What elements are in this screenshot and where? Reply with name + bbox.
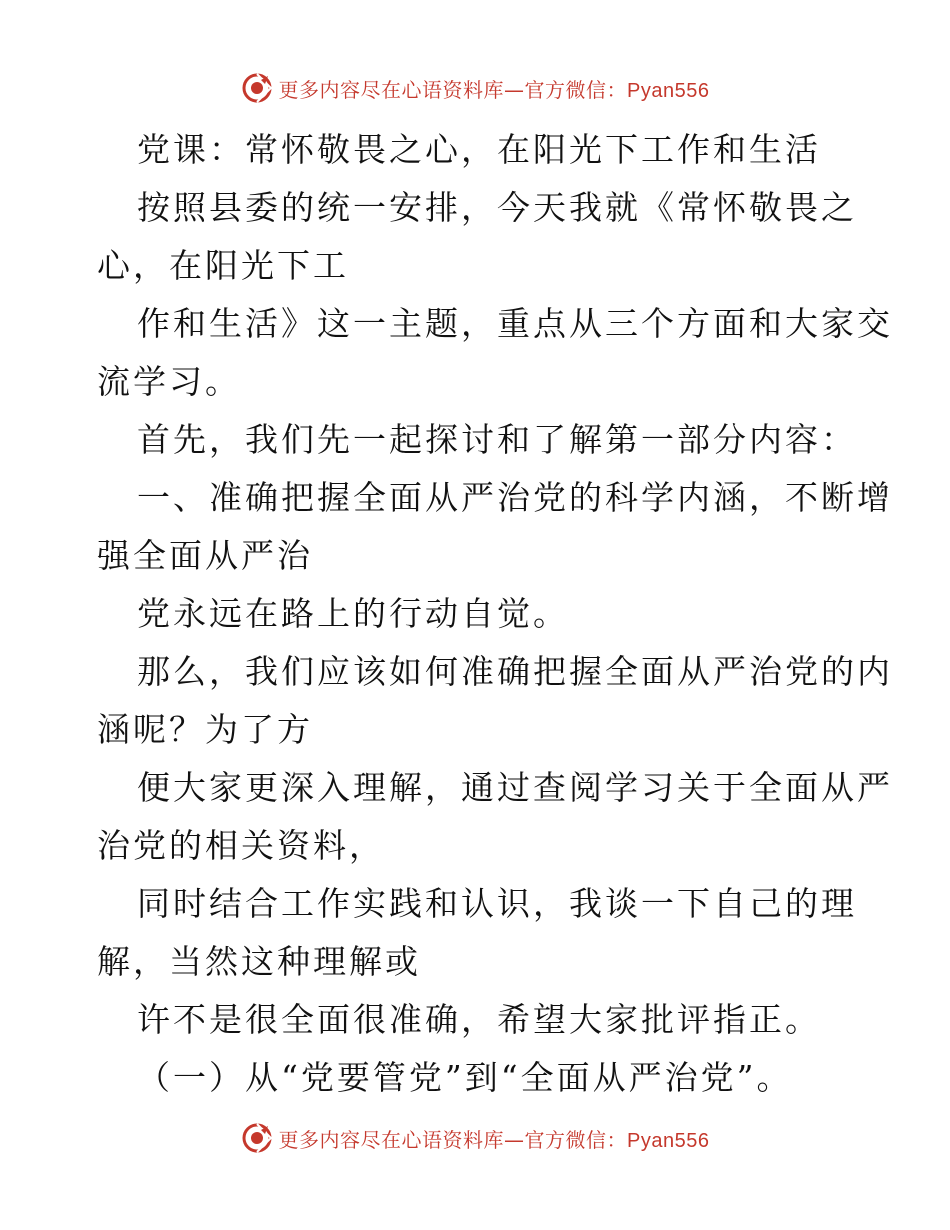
section-heading: 党永远在路上的行动自觉。 <box>137 594 569 633</box>
banner-wechat-label: 官方微信： <box>524 77 628 102</box>
footer-banner <box>0 1118 950 1158</box>
paragraph-line: 流学习。 <box>97 362 241 401</box>
banner-wechat-id: Pyan556 <box>627 1129 710 1152</box>
paragraph-line: 解，当然这种理解或 <box>97 942 421 981</box>
paragraph-line: 许不是很全面很准确，希望大家批评指正。 <box>137 1000 821 1039</box>
paragraph-line: 心，在阳光下工 <box>97 246 349 285</box>
document-title: 党课：常怀敬畏之心，在阳光下工作和生活 <box>137 130 821 169</box>
banner-dash: — <box>504 77 525 102</box>
paragraph-line: 同时结合工作实践和认识，我谈一下自己的理 <box>137 884 857 923</box>
paragraph-line: 首先，我们先一起探讨和了解第一部分内容： <box>137 420 857 459</box>
paragraph-line: 那么，我们应该如何准确把握全面从严治党的内 <box>137 652 893 691</box>
logo-icon <box>241 72 273 104</box>
banner-site-name: 更多内容尽在心语资料库 <box>278 77 505 102</box>
banner-wechat-label: 官方微信： <box>524 1127 628 1152</box>
paragraph-line: 按照县委的统一安排，今天我就《常怀敬畏之 <box>137 188 857 227</box>
section-heading: 强全面从严治 <box>97 536 313 575</box>
section-heading: 一、准确把握全面从严治党的科学内涵，不断增 <box>137 478 893 517</box>
banner-site-name: 更多内容尽在心语资料库 <box>278 1127 505 1152</box>
banner-text <box>279 1124 710 1153</box>
banner-dash: — <box>504 1127 525 1152</box>
header-banner <box>0 68 950 108</box>
logo-icon <box>241 1122 273 1154</box>
banner-wechat-id: Pyan556 <box>627 79 710 102</box>
subsection-heading: （一）从“党要管党”到“全面从严治党”。 <box>137 1058 793 1097</box>
paragraph-line: 涵呢？为了方 <box>97 710 313 749</box>
paragraph-line: 便大家更深入理解，通过查阅学习关于全面从严 <box>137 768 893 807</box>
paragraph-line: 作和生活》这一主题，重点从三个方面和大家交 <box>137 304 893 343</box>
paragraph-line: 治党的相关资料， <box>97 826 385 865</box>
banner-text <box>279 74 710 103</box>
